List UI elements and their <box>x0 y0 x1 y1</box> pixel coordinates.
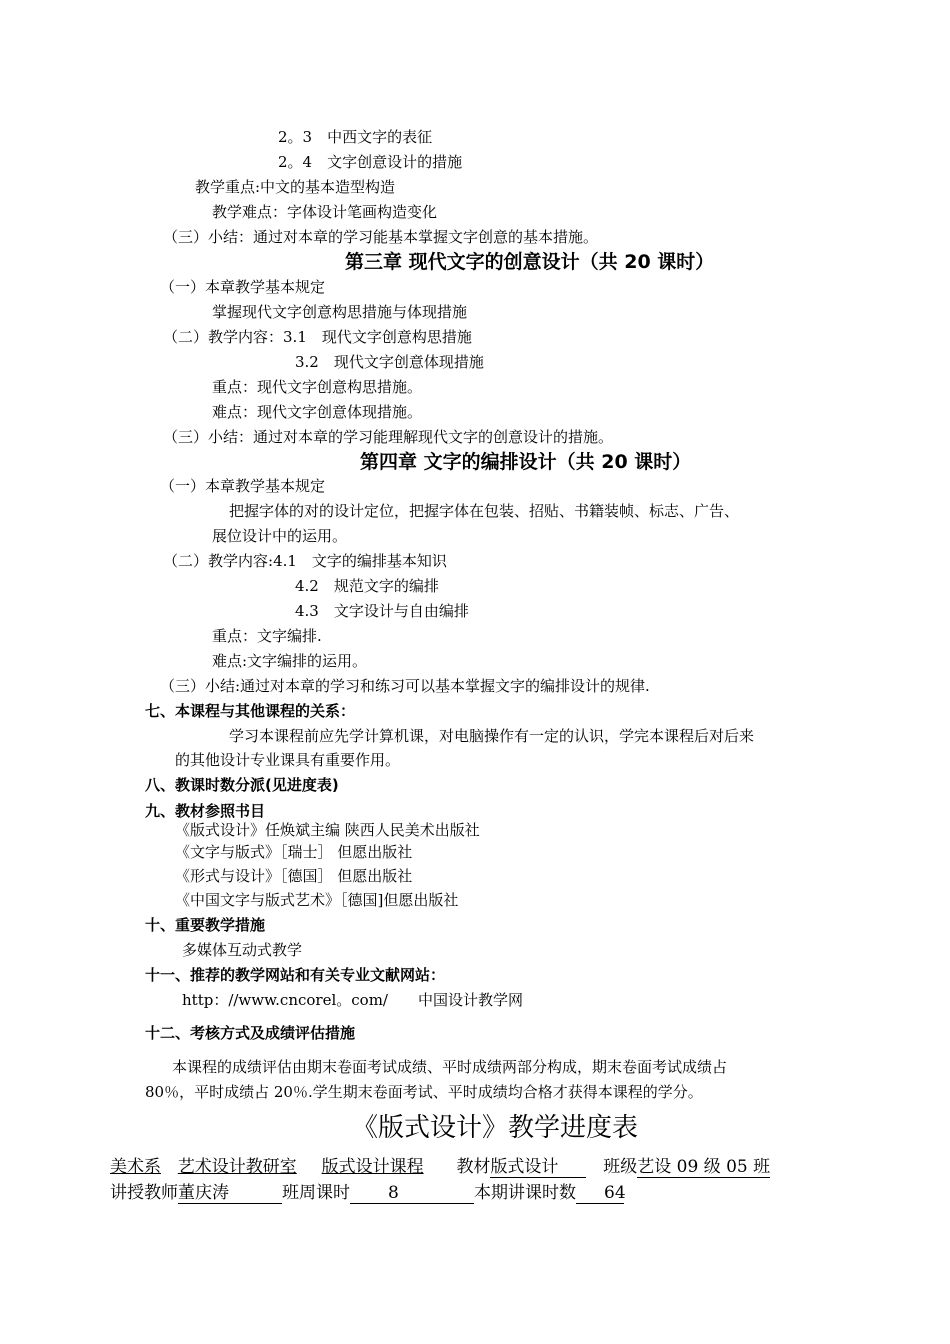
ch2-difficulty: 教学难点：字体设计笔画构造变化 <box>212 203 438 221</box>
item-4-3: 4.3 文字设计与自由编排 <box>295 602 469 620</box>
teaching-office: 艺术设计教研室 <box>177 1157 297 1177</box>
item-3-2: 3.2 现代文字创意体现措施 <box>295 353 484 371</box>
section-11-heading: 十一、推荐的教学网站和有关专业文献网站： <box>145 966 446 984</box>
ch4-difficulty: 难点:文字编排的运用。 <box>212 652 368 670</box>
section-7-heading: 七、本课程与其他课程的关系： <box>145 702 356 720</box>
section-7-line1: 学习本课程前应先学计算机课，对电脑操作有一定的认识，学完本课程后对后来 <box>229 727 755 745</box>
weekly-hours-label: 班周课时 <box>282 1183 350 1203</box>
section-7-line2: 的其他设计专业课具有重要作用。 <box>175 751 401 769</box>
ch3-difficulty: 难点：现代文字创意体现措施。 <box>212 403 423 421</box>
teacher-value: 董庆涛 <box>178 1183 282 1204</box>
section-8-heading: 八、教课时数分派(见进度表) <box>145 776 339 794</box>
ch3-summary: （三）小结：通过对本章的学习能理解现代文字的创意设计的措施。 <box>163 428 614 446</box>
book-item: 《中国文字与版式艺术》［德国]但愿出版社 <box>175 891 459 909</box>
total-hours-value: 64 <box>576 1183 624 1204</box>
section-12-line1: 本课程的成绩评估由期末卷面考试成绩、平时成绩两部分构成，期末卷面考试成绩占 <box>172 1058 728 1076</box>
ch3-content <box>163 327 472 347</box>
department: 美术系 <box>110 1157 161 1177</box>
ch4-summary: （三）小结:通过对本章的学习和练习可以基本掌握文字的编排设计的规律. <box>160 677 650 695</box>
ch3-req-label: （一）本章教学基本规定 <box>160 278 326 296</box>
book-item: 《文字与版式》［瑞士］ 但愿出版社 <box>175 843 413 861</box>
ch4-req-line1: 把握字体的对的设计定位，把握字体在包装、招贴、书籍装帧、标志、广告、 <box>229 502 740 520</box>
item-2-3: 2。3 中西文字的表征 <box>278 128 433 146</box>
ch2-focus: 教学重点:中文的基本造型构造 <box>195 178 396 196</box>
ch3-content-label: （二）教学内容： <box>163 328 284 346</box>
schedule-title: 《版式设计》教学进度表 <box>352 1113 639 1143</box>
book-item: 《版式设计》任焕斌主编 陕西人民美术出版社 <box>175 821 480 839</box>
section-11-text: http：//www.cncorel。com/ 中国设计教学网 <box>182 991 523 1009</box>
section-10-text: 多媒体互动式教学 <box>182 941 303 959</box>
ch4-req-line2: 展位设计中的运用。 <box>212 527 348 545</box>
section-12-heading: 十二、考核方式及成绩评估措施 <box>145 1024 356 1042</box>
ch4-content <box>163 551 447 571</box>
weekly-hours-value: 8 <box>350 1183 474 1204</box>
item-3-1: 3.1 现代文字创意构思措施 <box>283 328 472 346</box>
chapter-3-title: 第三章 现代文字的创意设计（共 20 课时） <box>345 251 715 273</box>
class-label: 班级 <box>603 1157 638 1177</box>
chapter-4-title: 第四章 文字的编排设计（共 20 课时） <box>360 451 692 473</box>
class-value: 艺设 09 级 05 班 <box>637 1157 771 1177</box>
ch3-req-text: 掌握现代文字创意构思措施与体现措施 <box>212 303 468 321</box>
ch2-summary: （三）小结：通过对本章的学习能基本掌握文字创意的基本措施。 <box>163 228 599 246</box>
section-9-heading: 九、教材参照书目 <box>145 802 266 820</box>
textbook-value: 版式设计 <box>490 1157 586 1178</box>
book-item: 《形式与设计》［德国］ 但愿出版社 <box>175 867 413 885</box>
ch4-req-label: （一）本章教学基本规定 <box>160 477 326 495</box>
ch4-content-label: （二）教学内容: <box>163 552 274 570</box>
item-4-2: 4.2 规范文字的编排 <box>295 577 439 595</box>
ch3-focus: 重点：现代文字创意构思措施。 <box>212 378 423 396</box>
item-2-4: 2。4 文字创意设计的措施 <box>278 153 463 171</box>
item-4-1: 4.1 文字的编排基本知识 <box>273 552 447 570</box>
section-12-line2: 80％，平时成绩占 20％.学生期末卷面考试、平时成绩均合格才获得本课程的学分。 <box>145 1083 703 1101</box>
textbook-label: 教材 <box>456 1157 491 1177</box>
schedule-info-line2 <box>110 1182 624 1204</box>
teacher-label: 讲授教师 <box>110 1183 178 1203</box>
schedule-info-line1 <box>110 1156 770 1178</box>
ch4-focus: 重点：文字编排. <box>212 627 322 645</box>
section-10-heading: 十、重要教学措施 <box>145 916 266 934</box>
total-hours-label: 本期讲课时数 <box>474 1183 576 1203</box>
course-name: 版式设计课程 <box>321 1157 424 1177</box>
